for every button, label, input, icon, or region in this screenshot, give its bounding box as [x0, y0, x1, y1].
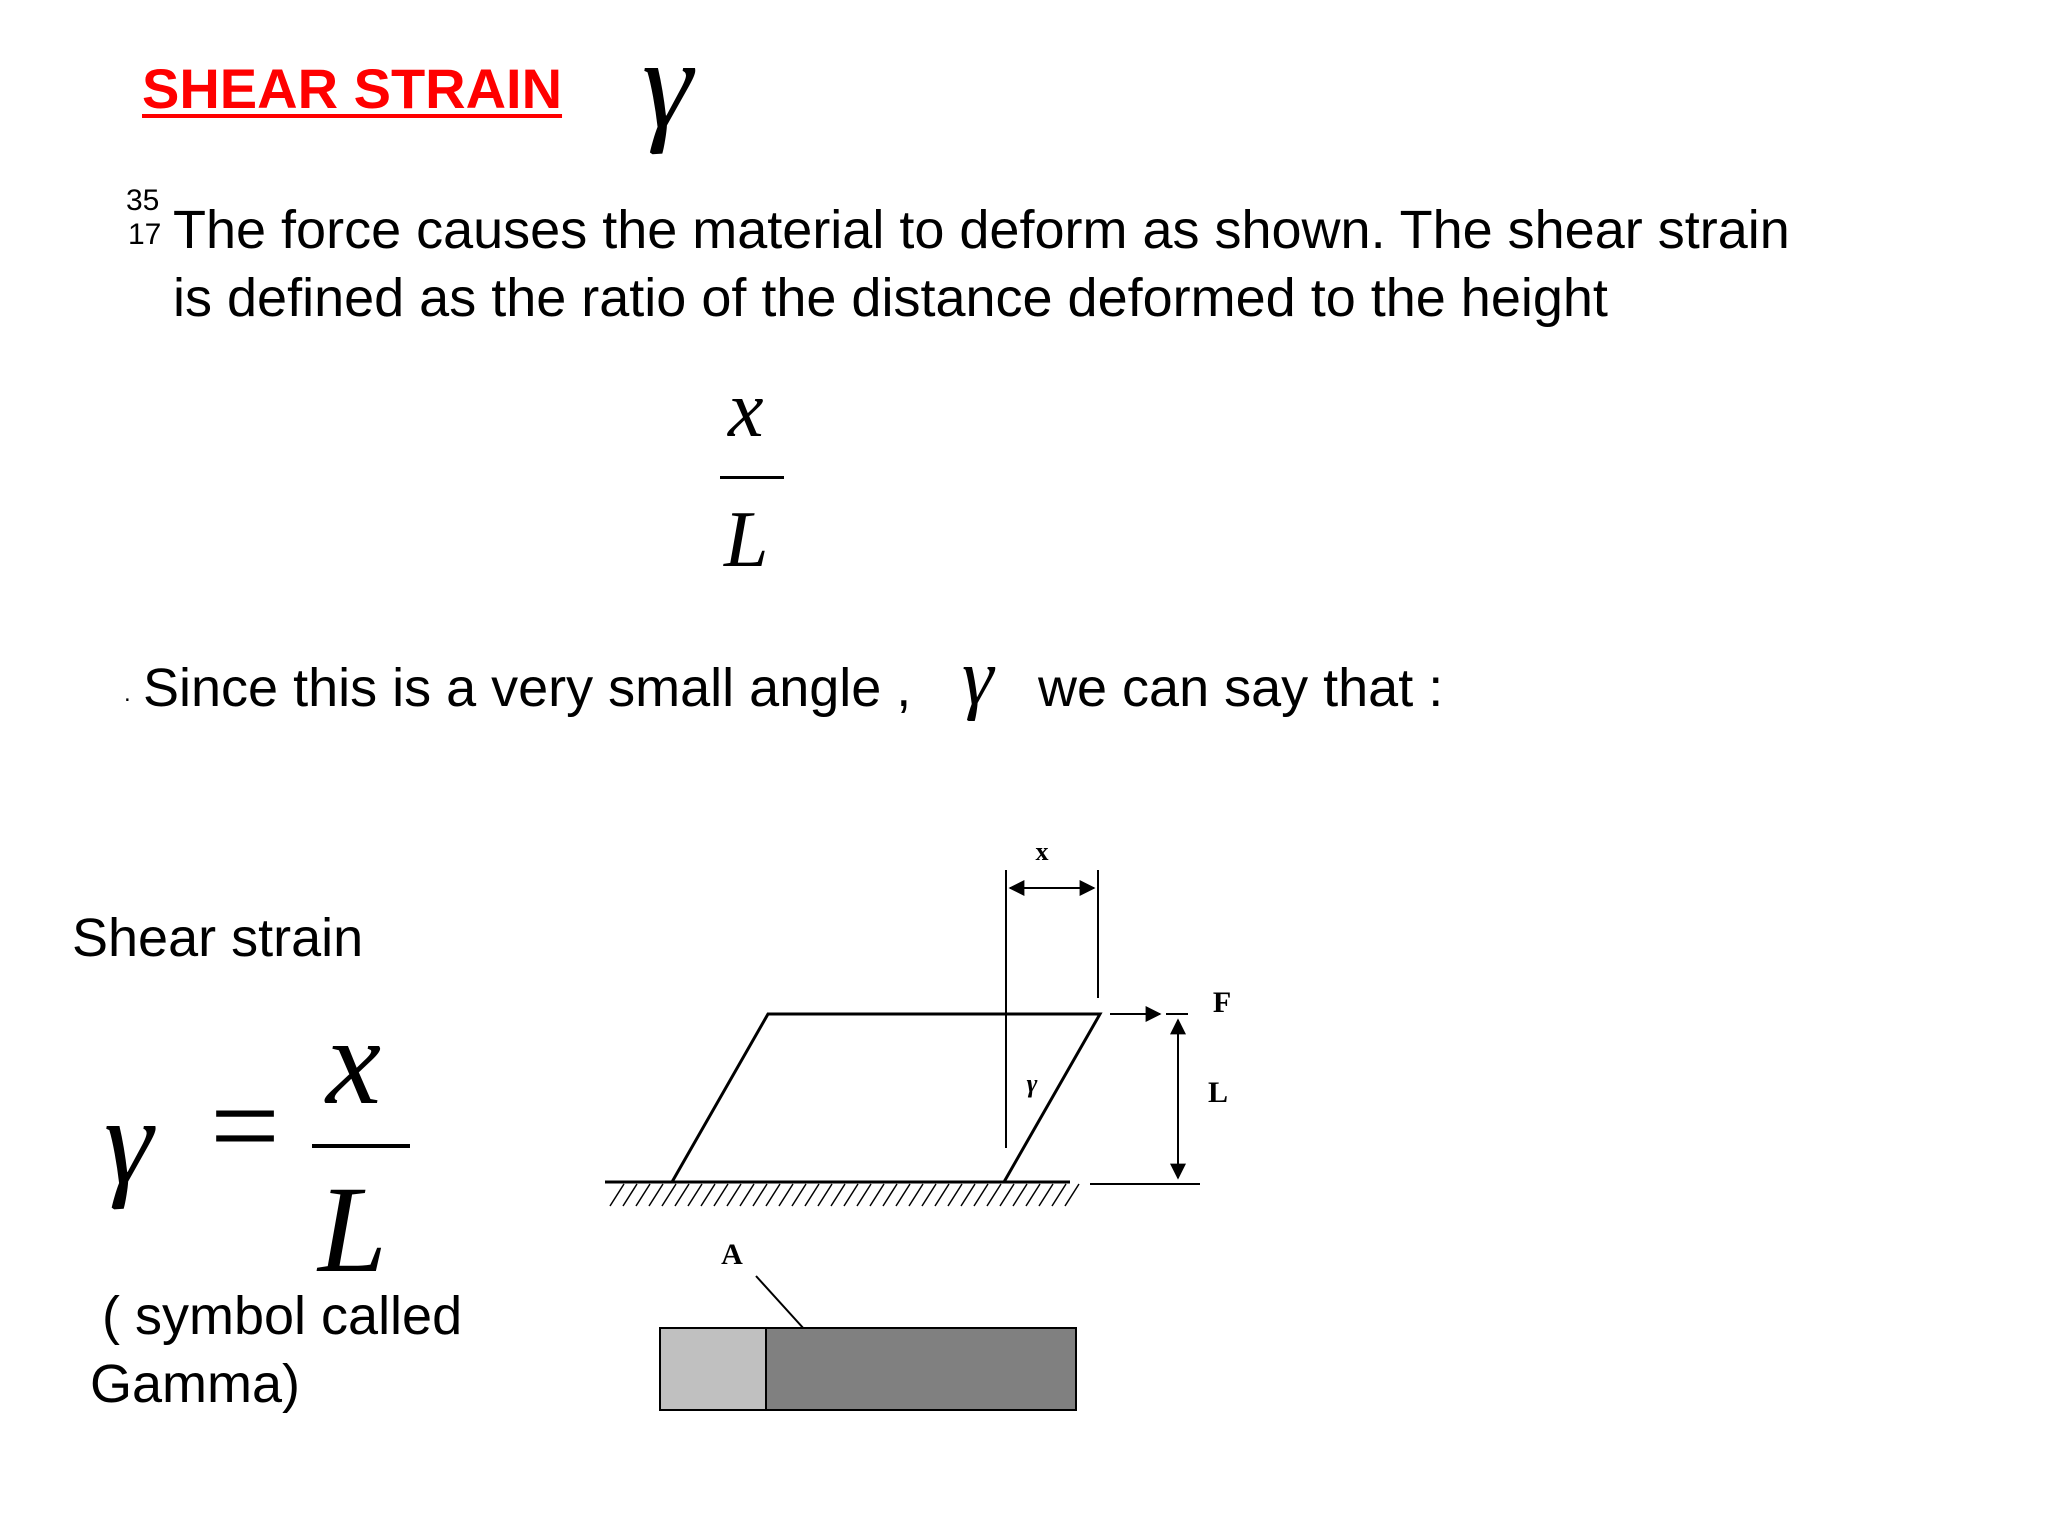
- hatch-mark: [701, 1184, 715, 1206]
- L-label: L: [1207, 1076, 1229, 1109]
- hatch-mark: [662, 1184, 676, 1206]
- title-gamma-symbol: γ: [642, 13, 693, 155]
- paragraph-number-top: 35: [126, 184, 160, 217]
- hatch-mark: [740, 1184, 754, 1206]
- hatch-mark: [714, 1184, 728, 1206]
- shear-strain-label: Shear strain: [72, 908, 364, 968]
- gamma-label: γ: [1026, 1069, 1038, 1098]
- force-label: F: [1212, 986, 1232, 1019]
- equation-gamma: γ: [104, 1073, 153, 1210]
- hatch-mark: [1039, 1184, 1053, 1206]
- hatch-mark: [779, 1184, 793, 1206]
- paragraph-number-bottom: 17: [128, 218, 162, 251]
- hatch-mark: [1013, 1184, 1027, 1206]
- since-text-before: Since this is a very small angle ,: [143, 658, 912, 718]
- hatch-mark: [961, 1184, 975, 1206]
- hatch-mark: [896, 1184, 910, 1206]
- hatch-mark: [675, 1184, 689, 1206]
- area-label: A: [721, 1238, 743, 1271]
- fraction-bar: [720, 476, 784, 479]
- hatch-mark: [727, 1184, 741, 1206]
- hatch-mark: [766, 1184, 780, 1206]
- hatch-mark: [1065, 1184, 1079, 1206]
- hatch-mark: [844, 1184, 858, 1206]
- hatch-mark: [987, 1184, 1001, 1206]
- hatch-mark: [649, 1184, 663, 1206]
- deformed-block: [672, 1014, 1100, 1182]
- hatch-mark: [688, 1184, 702, 1206]
- equation-denominator: L: [318, 1161, 387, 1298]
- hatch-mark: [870, 1184, 884, 1206]
- definition-line-2: is defined as the ratio of the distance deformed to the height: [173, 268, 1608, 328]
- hatch-mark: [831, 1184, 845, 1206]
- cross-section-light: [660, 1328, 766, 1410]
- x-label: x: [1035, 837, 1049, 866]
- hatch-mark: [935, 1184, 949, 1206]
- hatch-mark: [922, 1184, 936, 1206]
- hatch-mark: [623, 1184, 637, 1206]
- hatch-mark: [948, 1184, 962, 1206]
- hatch-mark: [805, 1184, 819, 1206]
- equation-fraction-bar: [312, 1144, 410, 1148]
- hatch-mark: [1000, 1184, 1014, 1206]
- since-gamma-symbol: γ: [962, 634, 994, 722]
- hatch-mark: [610, 1184, 624, 1206]
- shear-diagram: [580, 830, 1270, 1470]
- equation-equals: =: [210, 1057, 280, 1194]
- hatch-mark: [792, 1184, 806, 1206]
- ground-hatching: [610, 1184, 1079, 1206]
- hatch-mark: [1026, 1184, 1040, 1206]
- hatch-mark: [1052, 1184, 1066, 1206]
- fraction-numerator: x: [728, 366, 764, 454]
- bullet-dot: .: [124, 680, 131, 707]
- fraction-denominator: L: [724, 496, 769, 584]
- page-title: SHEAR STRAIN: [142, 57, 563, 120]
- since-text-after: we can say that :: [1038, 658, 1444, 718]
- symbol-note-line-1: ( symbol called: [102, 1286, 463, 1346]
- symbol-note-line-2: Gamma): [90, 1354, 301, 1414]
- hatch-mark: [857, 1184, 871, 1206]
- hatch-mark: [818, 1184, 832, 1206]
- hatch-mark: [909, 1184, 923, 1206]
- equation-numerator: x: [326, 993, 382, 1130]
- hatch-mark: [636, 1184, 650, 1206]
- definition-line-1: The force causes the material to deform as shown. The shear strain: [173, 200, 1790, 260]
- hatch-mark: [753, 1184, 767, 1206]
- hatch-mark: [974, 1184, 988, 1206]
- cross-section-dark: [766, 1328, 1076, 1410]
- hatch-mark: [883, 1184, 897, 1206]
